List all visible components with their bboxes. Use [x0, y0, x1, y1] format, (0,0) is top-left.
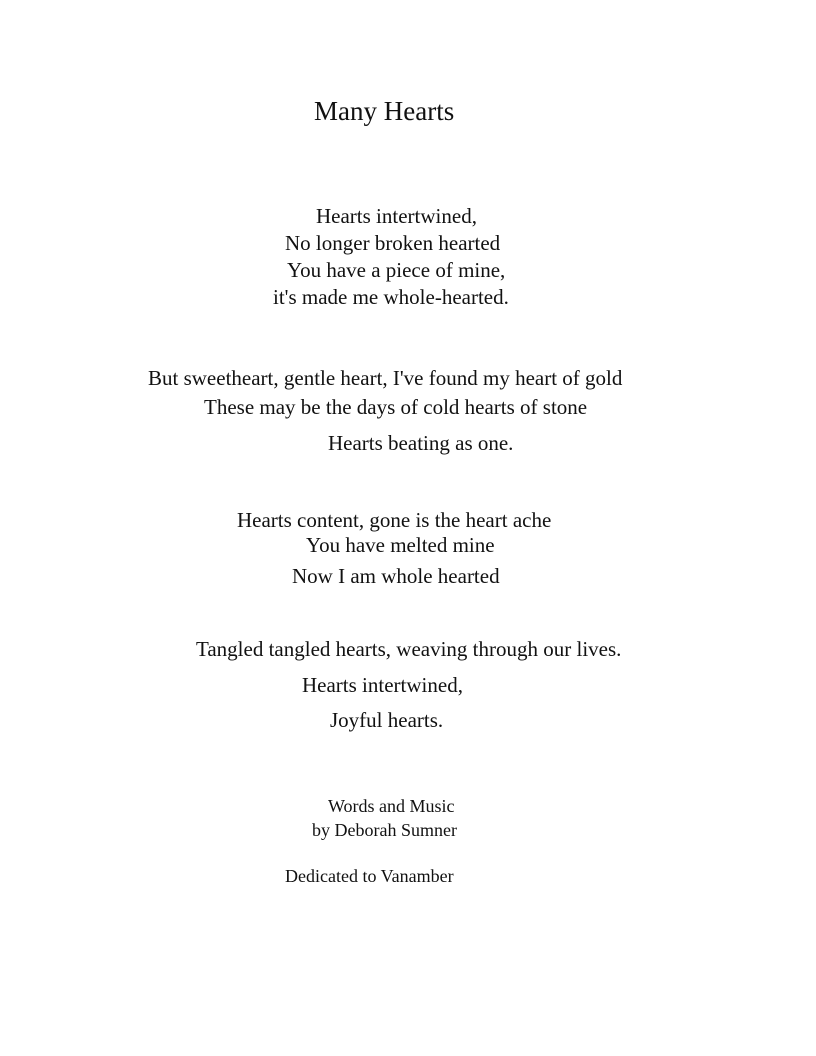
poem-line: You have melted mine: [306, 533, 495, 557]
poem-line: Joyful hearts.: [330, 708, 444, 732]
poem-line: Hearts intertwined,: [316, 204, 477, 228]
poem-line: Hearts content, gone is the heart ache: [237, 508, 552, 532]
poem-line: But sweetheart, gentle heart, I've found my heart of gold: [148, 366, 623, 390]
poem-title: Many Hearts: [314, 96, 455, 126]
poem-line: You have a piece of mine,: [287, 258, 506, 282]
dedication: Dedicated to Vanamber: [285, 866, 454, 886]
poem-line: Now I am whole hearted: [292, 564, 500, 588]
credits-line: Words and Music: [328, 796, 455, 816]
poem-line: Hearts beating as one.: [328, 431, 514, 455]
poem-line: No longer broken hearted: [285, 231, 501, 255]
poem-line: These may be the days of cold hearts of stone: [204, 395, 588, 419]
credits-author: by Deborah Sumner: [312, 820, 457, 840]
poem-line: Hearts intertwined,: [302, 673, 463, 697]
poem-line: Tangled tangled hearts, weaving through our lives.: [196, 637, 622, 661]
poem-line: it's made me whole-hearted.: [273, 285, 509, 309]
